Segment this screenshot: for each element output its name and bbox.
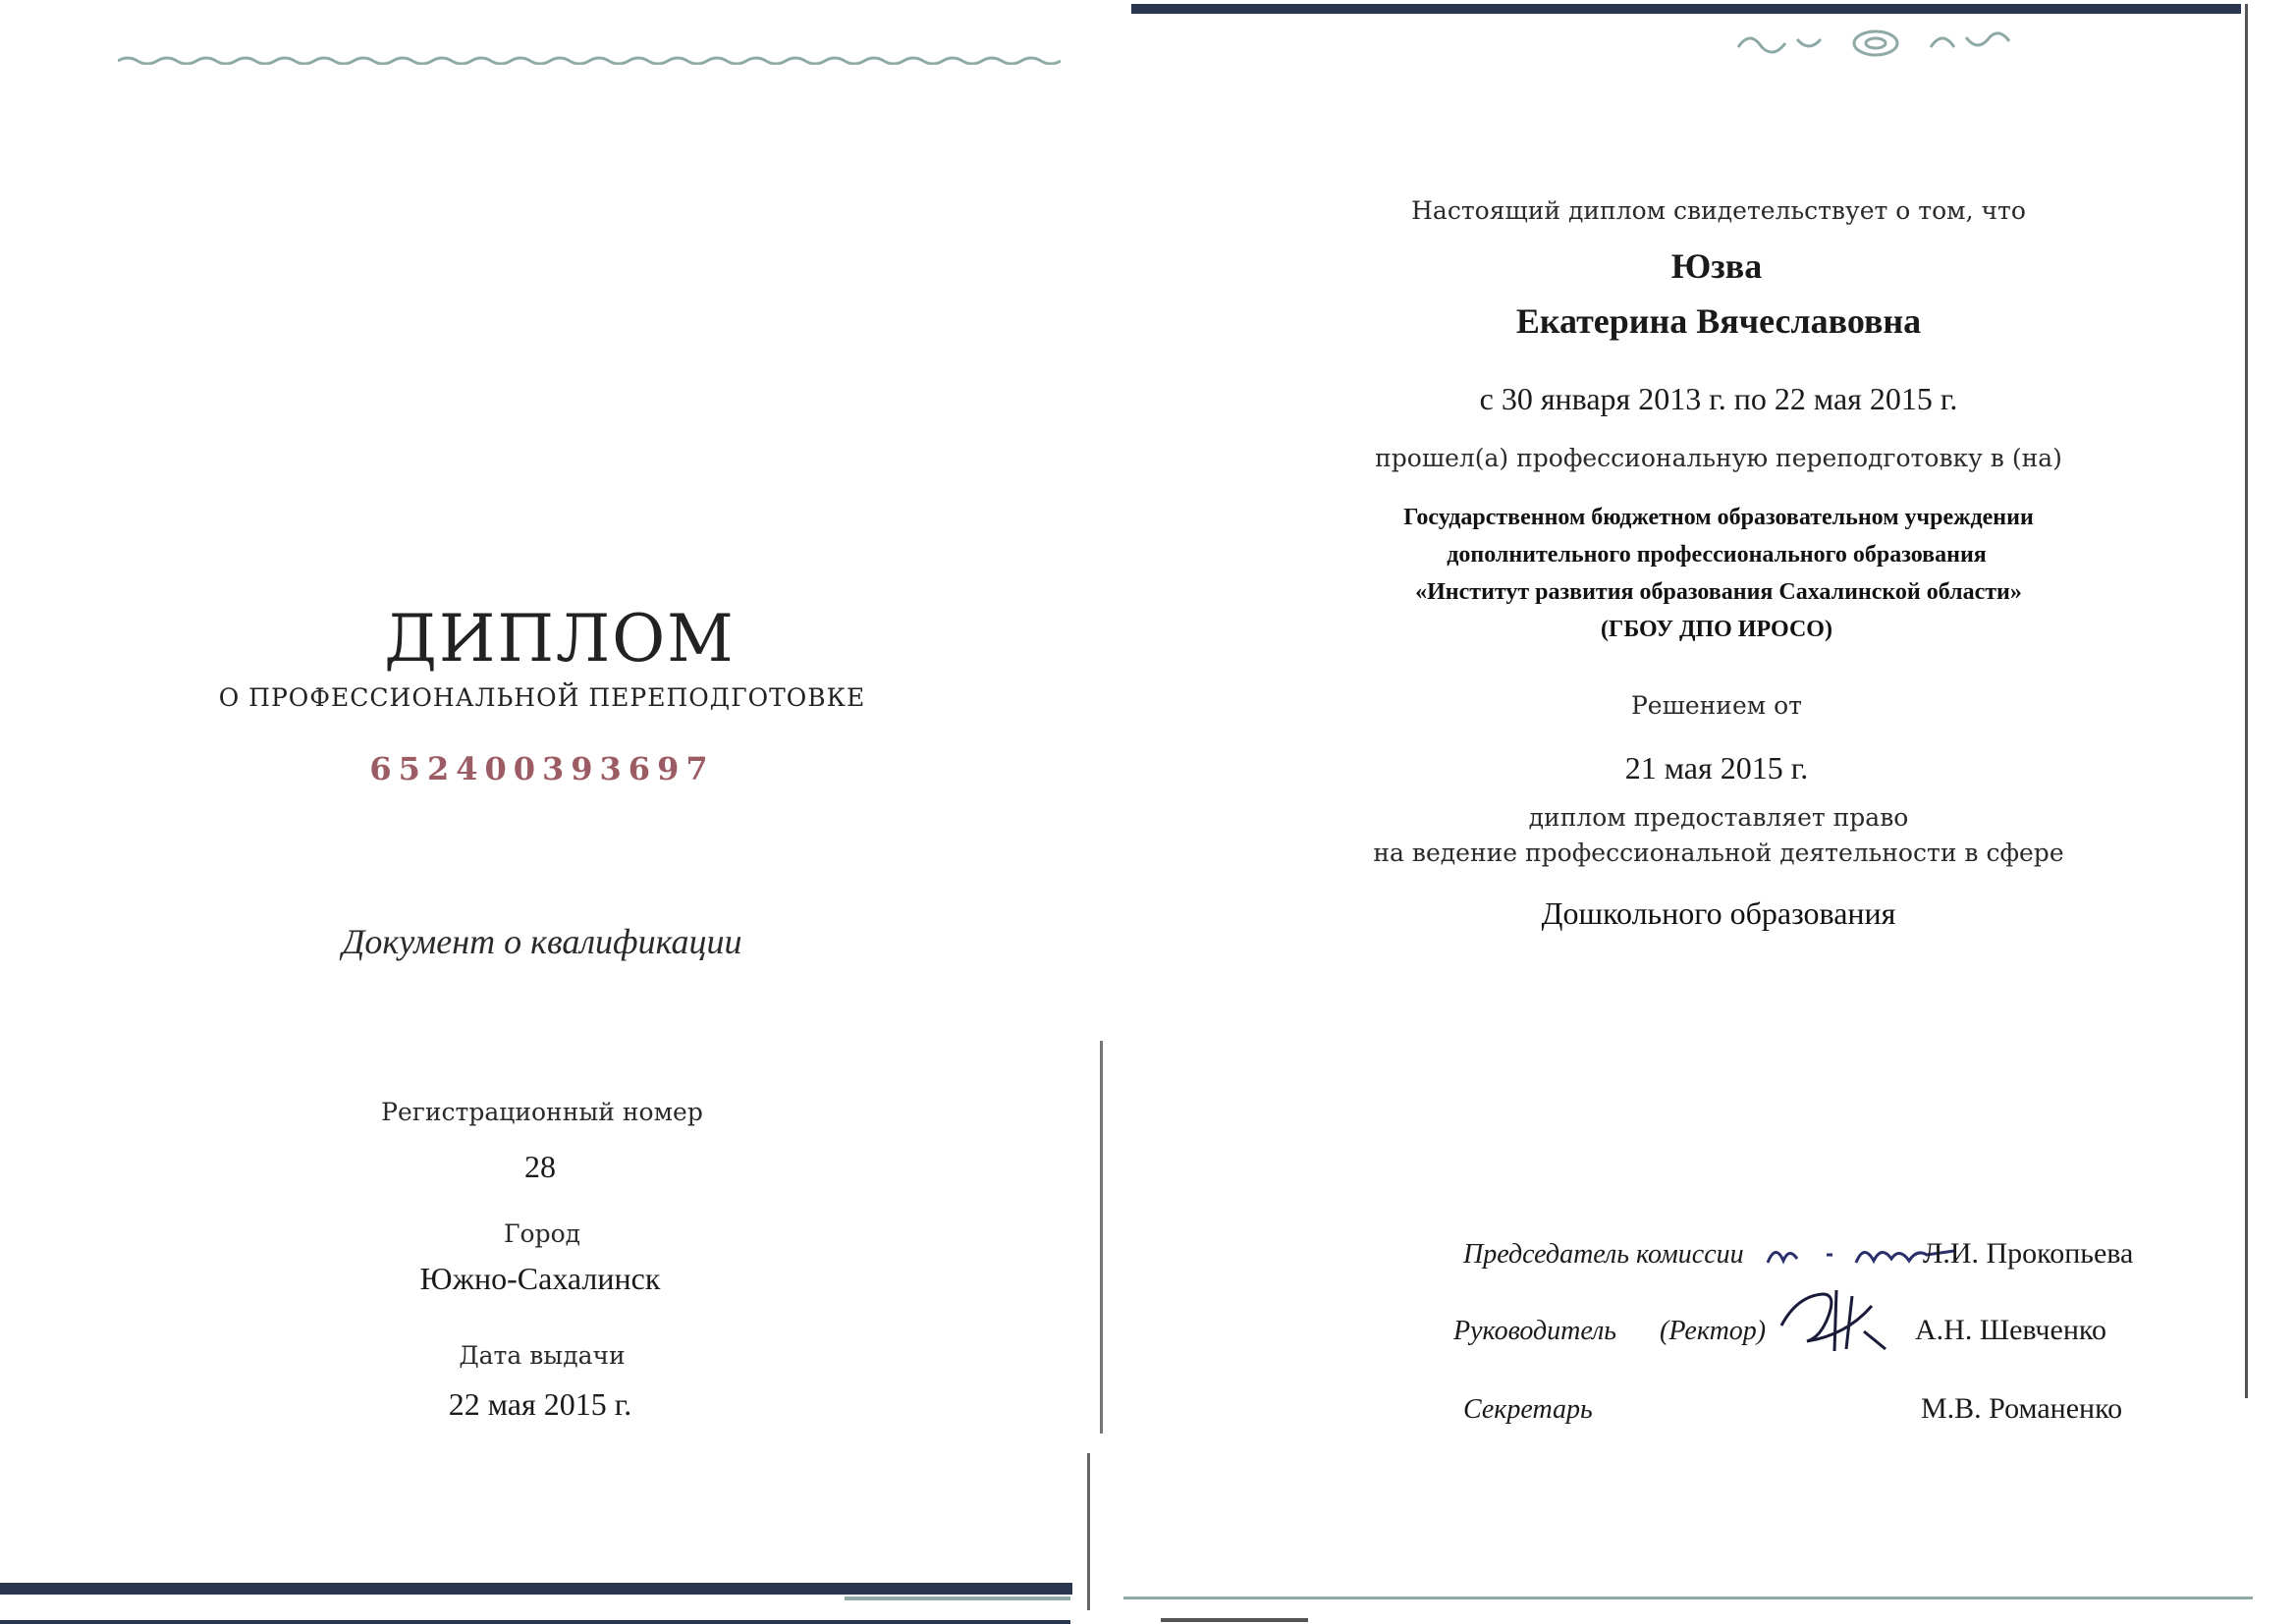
registration-number-label: Регистрационный номер [381,1098,703,1126]
top-navy-bar [1131,4,2241,14]
bottom-border-bar [0,1620,1070,1624]
ornament-top-icon [1699,24,2052,59]
institution-line-2: дополнительного профессионального образования [1447,542,1987,568]
bottom-edge-line [1161,1618,1308,1622]
right-text-line-1: диплом предоставляет право [1528,803,1909,832]
diploma-subtitle: О ПРОФЕССИОНАЛЬНОЙ ПЕРЕПОДГОТОВКЕ [218,683,866,712]
spine-edge-bottom [1087,1453,1090,1610]
holder-surname: Юзва [1670,246,1763,286]
bottom-teal-line [845,1597,1070,1600]
issue-date-label: Дата выдачи [459,1341,626,1370]
decision-date: 21 мая 2015 г. [1624,750,1809,785]
bottom-teal-line-right [1123,1597,2253,1599]
ornament-border-icon [118,53,1061,65]
chairman-name: Л.И. Прокопьева [1923,1237,2134,1270]
spine-edge-shadow [1100,1041,1103,1434]
city-label: Город [503,1219,581,1248]
document-type: Документ о квалификации [342,922,742,961]
institution-line-4: (ГБОУ ДПО ИРОСО) [1601,617,1832,642]
director-name: А.Н. Шевченко [1915,1314,2106,1346]
secretary-name: М.В. Романенко [1921,1392,2123,1425]
serial-number: 652400393697 [369,750,715,787]
director-role-extra: (Ректор) [1660,1316,1767,1346]
issue-date: 22 мая 2015 г. [448,1386,632,1422]
registration-number: 28 [524,1149,556,1184]
secretary-role: Секретарь [1463,1394,1593,1425]
chairman-role: Председатель комиссии [1463,1239,1744,1270]
director-role: Руководитель [1453,1316,1617,1346]
holder-given-names: Екатерина Вячеславовна [1515,301,1922,341]
diploma-content-page [1110,0,2296,1624]
completed-text: прошел(а) профессиональную переподготовку в (на) [1375,444,2062,472]
professional-field: Дошкольного образования [1541,895,1896,931]
director-signature-icon [1777,1286,1895,1355]
city-value: Южно-Сахалинск [419,1261,661,1296]
intro-text: Настоящий диплом свидетельствует о том, что [1411,196,2026,225]
diploma-cover-page [0,0,1110,1624]
institution-line-1: Государственном бюджетном образовательном учреждении [1403,505,2034,530]
bottom-navy-bar [0,1583,1072,1595]
diploma-title: ДИПЛОМ [384,601,736,677]
right-text-line-2: на ведение профессиональной деятельности в сфере [1373,839,2064,867]
institution-line-3: «Институт развития образования Сахалинской области» [1415,579,2022,605]
decision-label: Решением от [1630,691,1803,720]
study-period: с 30 января 2013 г. по 22 мая 2015 г. [1479,381,1958,416]
right-page-edge [2245,4,2248,1398]
